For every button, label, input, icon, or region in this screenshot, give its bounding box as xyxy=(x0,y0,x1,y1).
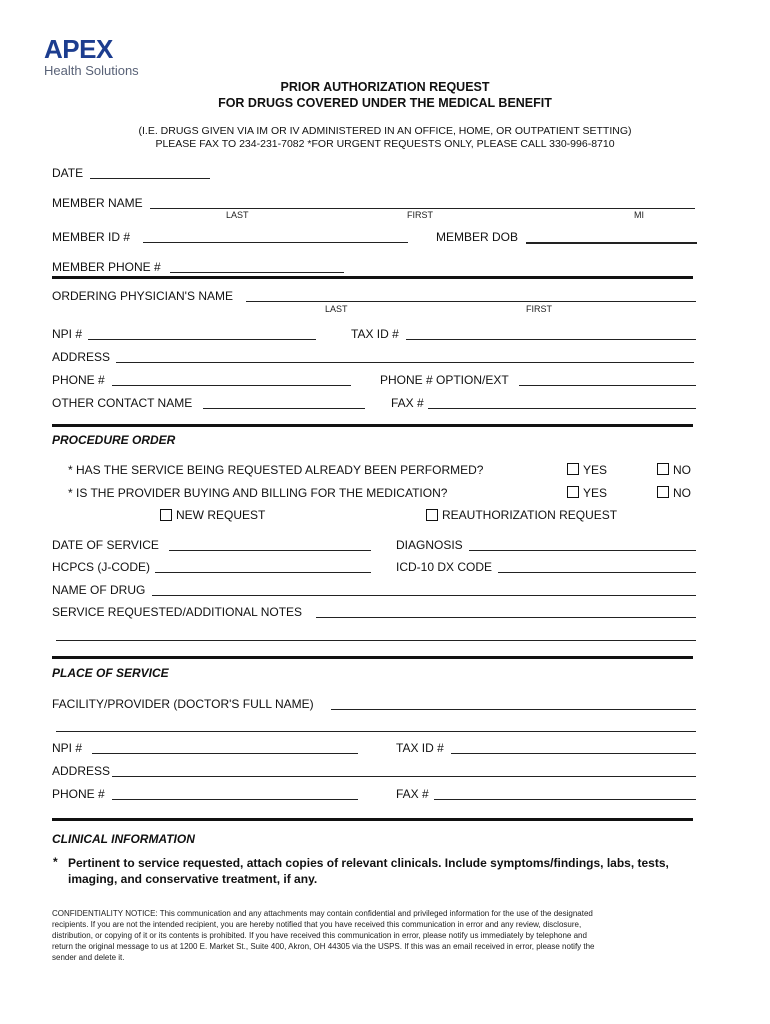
physician-phone-option-label: PHONE # OPTION/EXT xyxy=(380,373,509,387)
clinical-note-bullet: * xyxy=(53,855,58,869)
place-of-service-heading: PLACE OF SERVICE xyxy=(52,666,169,680)
date-field[interactable] xyxy=(90,178,210,179)
new-request-checkbox[interactable] xyxy=(160,509,172,521)
physician-npi-label: NPI # xyxy=(52,327,83,341)
physician-last-caption: LAST xyxy=(325,304,348,314)
physician-address-label: ADDRESS xyxy=(52,350,111,364)
service-performed-question: * HAS THE SERVICE BEING REQUESTED ALREADY BEEN PERFORMED? xyxy=(68,463,484,477)
member-name-last-caption: LAST xyxy=(226,210,249,220)
date-label: DATE xyxy=(52,166,84,180)
icd10-field[interactable] xyxy=(498,572,696,573)
facility-field[interactable] xyxy=(331,709,696,710)
confidentiality-line1: CONFIDENTIALITY NOTICE: This communication and any attachments may contain confidential and privileged information for the use of the designated xyxy=(52,909,593,918)
physician-tax-id-label: TAX ID # xyxy=(351,327,399,341)
hcpcs-label: HCPCS (J-CODE) xyxy=(52,560,150,574)
drug-name-field[interactable] xyxy=(152,595,696,596)
form-instructions-line1: (I.E. DRUGS GIVEN VIA IM OR IV ADMINISTERED IN AN OFFICE, HOME, OR OUTPATIENT SETTING) xyxy=(138,125,632,137)
facility-tax-id-label: TAX ID # xyxy=(396,741,444,755)
member-dob-label: MEMBER DOB xyxy=(436,230,519,244)
confidentiality-line5: sender and delete it. xyxy=(52,953,125,962)
member-name-first-caption: FIRST xyxy=(407,210,433,220)
clinical-information-heading: CLINICAL INFORMATION xyxy=(52,832,195,846)
diagnosis-field[interactable] xyxy=(469,550,696,551)
ordering-physician-label: ORDERING PHYSICIAN'S NAME xyxy=(52,289,233,303)
buying-billing-no-checkbox[interactable] xyxy=(657,486,669,498)
service-performed-yes-label: YES xyxy=(583,463,608,477)
member-name-field[interactable] xyxy=(150,208,695,209)
drug-name-label: NAME OF DRUG xyxy=(52,583,146,597)
apex-logo: APEX xyxy=(44,34,113,64)
member-id-field[interactable] xyxy=(143,242,408,243)
confidentiality-line3: distribution, or copying of it or its contents is prohibited. If you have received this communication in error, please notify us immediately by telephone and xyxy=(52,931,587,940)
physician-phone-option-field[interactable] xyxy=(519,385,696,386)
other-contact-field[interactable] xyxy=(203,408,365,409)
member-id-label: MEMBER ID # xyxy=(52,230,131,244)
facility-address-label: ADDRESS xyxy=(52,764,111,778)
service-performed-no-checkbox[interactable] xyxy=(657,463,669,475)
buying-billing-no-label: NO xyxy=(673,486,691,500)
buying-billing-yes-checkbox[interactable] xyxy=(567,486,579,498)
facility-fax-label: FAX # xyxy=(396,787,429,801)
service-notes-field[interactable] xyxy=(316,617,696,618)
procedure-order-heading: PROCEDURE ORDER xyxy=(52,433,176,447)
diagnosis-label: DIAGNOSIS xyxy=(396,538,463,552)
facility-tax-id-field[interactable] xyxy=(451,753,696,754)
physician-fax-label: FAX # xyxy=(391,396,424,410)
other-contact-label: OTHER CONTACT NAME xyxy=(52,396,193,410)
service-notes-field-line2[interactable] xyxy=(56,640,696,641)
facility-npi-field[interactable] xyxy=(92,753,358,754)
clinical-note-line2: imaging, and conservative treatment, if any. xyxy=(68,872,318,886)
hcpcs-field[interactable] xyxy=(155,572,371,573)
ordering-physician-field[interactable] xyxy=(246,301,696,302)
physician-phone-field[interactable] xyxy=(112,385,351,386)
date-of-service-field[interactable] xyxy=(169,550,371,551)
confidentiality-line2: recipients. If you are not the intended recipient, you are hereby notified that you have received this communication in error and any review, disclosure, xyxy=(52,920,582,929)
member-phone-field[interactable] xyxy=(170,272,344,273)
buying-billing-question: * IS THE PROVIDER BUYING AND BILLING FOR THE MEDICATION? xyxy=(68,486,448,500)
member-dob-field[interactable] xyxy=(526,242,697,244)
service-performed-no-label: NO xyxy=(673,463,691,477)
member-name-label: MEMBER NAME xyxy=(52,196,143,210)
member-phone-label: MEMBER PHONE # xyxy=(52,260,161,274)
physician-npi-field[interactable] xyxy=(88,339,316,340)
physician-fax-field[interactable] xyxy=(428,408,696,409)
facility-label: FACILITY/PROVIDER (DOCTOR'S FULL NAME) xyxy=(52,697,314,711)
buying-billing-yes-label: YES xyxy=(583,486,608,500)
form-instructions-line2: PLEASE FAX TO 234-231-7082 *FOR URGENT REQUESTS ONLY, PLEASE CALL 330-996-8710 xyxy=(155,138,615,150)
physician-address-field[interactable] xyxy=(116,362,694,363)
facility-fax-field[interactable] xyxy=(434,799,696,800)
service-notes-label: SERVICE REQUESTED/ADDITIONAL NOTES xyxy=(52,605,303,619)
service-performed-yes-checkbox[interactable] xyxy=(567,463,579,475)
reauthorization-checkbox[interactable] xyxy=(426,509,438,521)
physician-first-caption: FIRST xyxy=(526,304,552,314)
icd10-label: ICD-10 DX CODE xyxy=(396,560,493,574)
reauthorization-label: REAUTHORIZATION REQUEST xyxy=(442,508,618,522)
facility-phone-field[interactable] xyxy=(112,799,358,800)
physician-phone-label: PHONE # xyxy=(52,373,105,387)
clinical-note-line1: Pertinent to service requested, attach copies of relevant clinicals. Include symptoms/findings, labs, tests, xyxy=(68,856,669,870)
section-divider xyxy=(52,818,693,821)
physician-tax-id-field[interactable] xyxy=(406,339,696,340)
section-divider xyxy=(52,656,693,659)
facility-npi-label: NPI # xyxy=(52,741,83,755)
date-of-service-label: DATE OF SERVICE xyxy=(52,538,159,552)
member-name-mi-caption: MI xyxy=(634,210,644,220)
section-divider xyxy=(52,424,693,427)
section-divider xyxy=(52,276,693,279)
apex-logo-tagline: Health Solutions xyxy=(44,63,139,78)
new-request-label: NEW REQUEST xyxy=(176,508,266,522)
facility-phone-label: PHONE # xyxy=(52,787,105,801)
form-subtitle-title: FOR DRUGS COVERED UNDER THE MEDICAL BENEFIT xyxy=(218,96,552,110)
confidentiality-line4: return the original message to us at 1200 E. Market St., Suite 400, Akron, OH 44305 via the USPS. If this was an email received in error, please notify the xyxy=(52,942,595,951)
facility-field-line2[interactable] xyxy=(56,731,696,732)
facility-address-field[interactable] xyxy=(112,776,696,777)
form-title: PRIOR AUTHORIZATION REQUEST xyxy=(280,80,490,94)
